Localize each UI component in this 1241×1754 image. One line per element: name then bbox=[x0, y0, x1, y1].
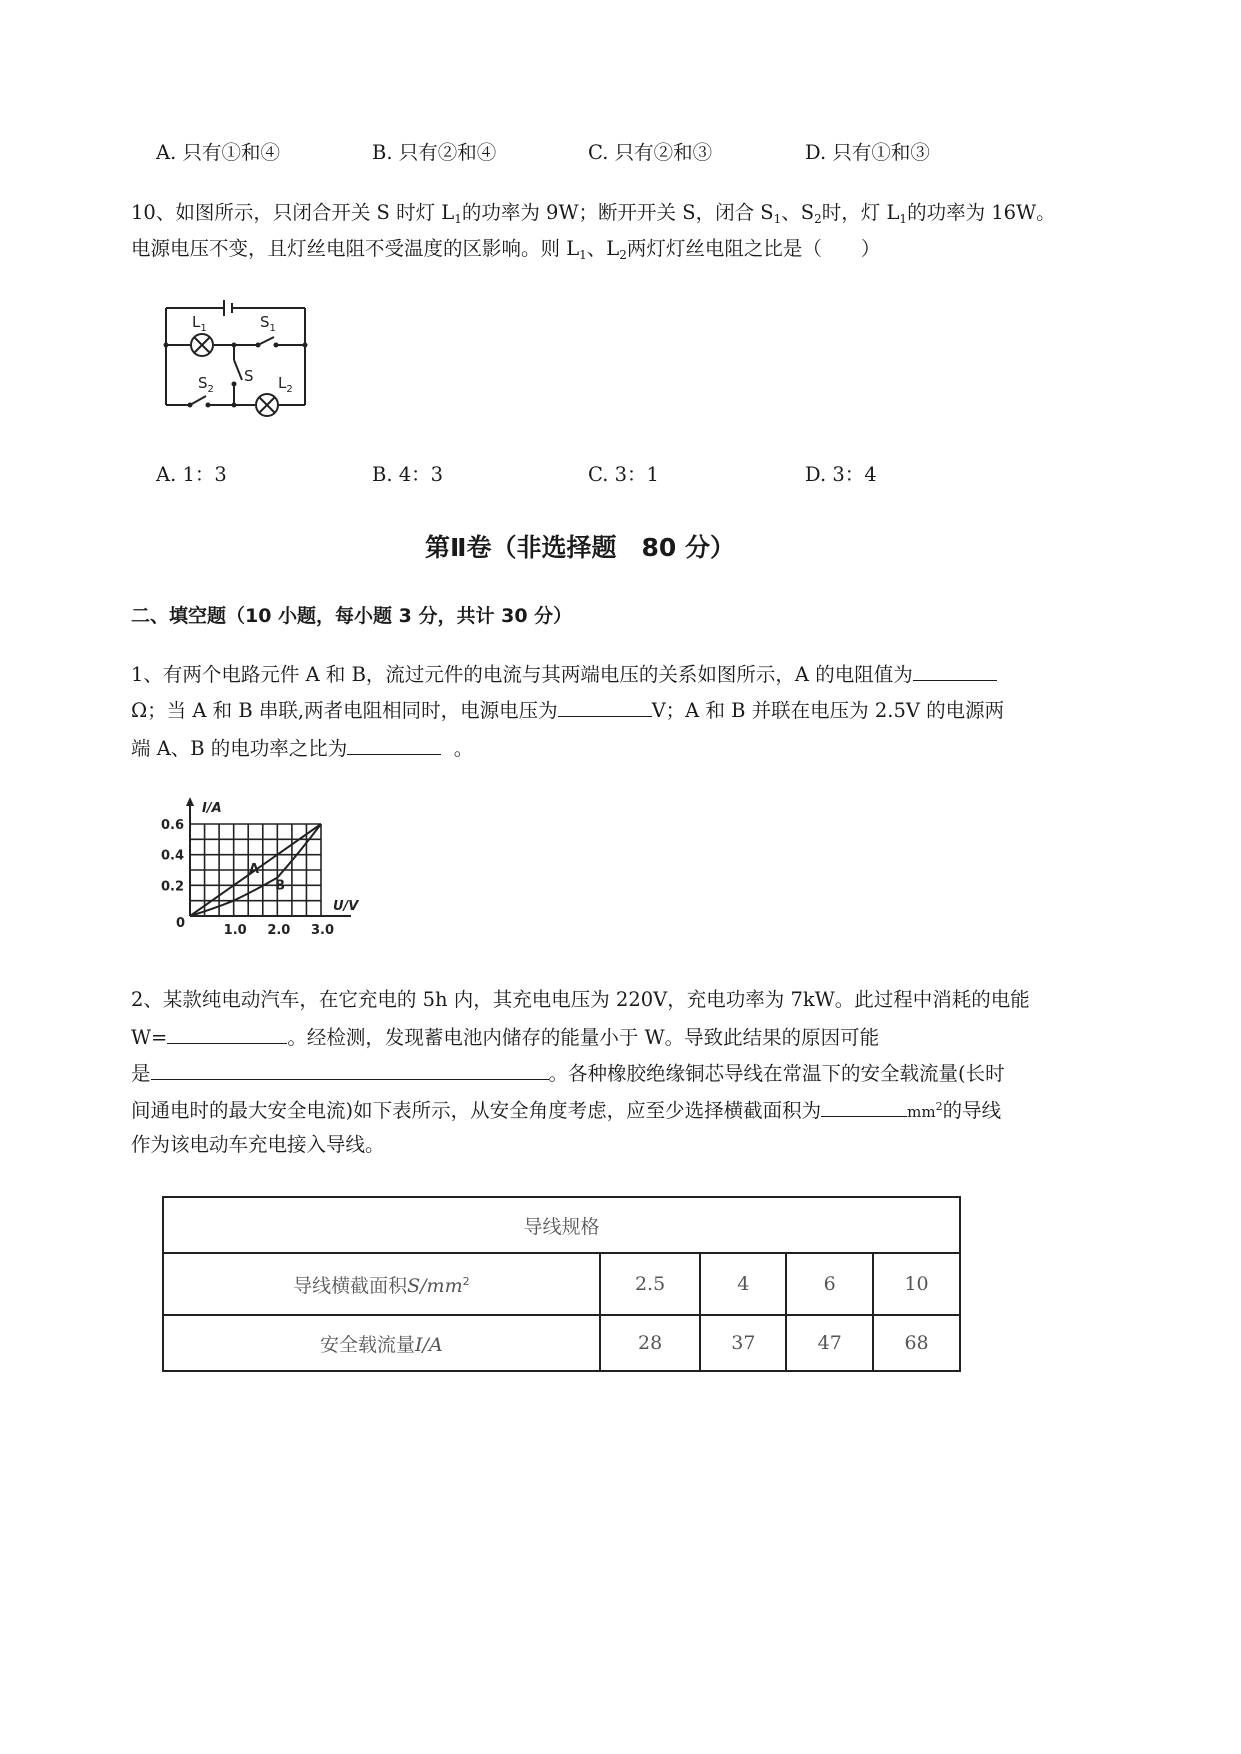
table-cell: 10 bbox=[873, 1253, 960, 1315]
q9-option-b: B. 只有②和④ bbox=[372, 141, 497, 164]
table-cell: 4 bbox=[700, 1253, 786, 1315]
answer-blank[interactable] bbox=[151, 1059, 549, 1080]
fill2-line-1: 2、某款纯电动汽车，在它充电的 5h 内，其充电电压为 220V，充电功率为 7kW。此过程中消耗的电能 bbox=[131, 988, 1030, 1011]
y-axis-arrow bbox=[186, 797, 194, 806]
x-tick-label: 3.0 bbox=[311, 923, 335, 938]
row-label-current: 安全载流量I/A bbox=[163, 1315, 600, 1371]
fill2-line-2: W= 。经检测，发现蓄电池内储存的能量小于 W。导致此结果的原因可能 bbox=[131, 1023, 879, 1051]
label-s2: $S_2$ bbox=[198, 374, 214, 395]
answer-blank[interactable] bbox=[821, 1096, 907, 1117]
fill1-line-2: Ω；当 A 和 B 串联,两者电阻相同时，电源电压为 V；A 和 B 并联在电压为 2.5V 的电源两 bbox=[131, 696, 1004, 724]
row-label-area: 导线横截面积$S/mm^2$ bbox=[163, 1253, 600, 1315]
y-axis-label: I/A bbox=[202, 801, 222, 816]
q10-option-a: A. 1：3 bbox=[156, 463, 227, 486]
q10-circuit-diagram bbox=[150, 288, 320, 423]
q10-line-1: 10、如图所示，只闭合开关 S 时灯 $L_1$的功率为 9W；断开开关 S，闭合 $S_1$、$S_2$时，灯 $L_1$的功率为 16W。 bbox=[131, 201, 1056, 226]
section-title: 第Ⅱ卷（非选择题 80 分） bbox=[425, 533, 735, 562]
series-label-a: A bbox=[248, 862, 260, 878]
x-tick-label: 2.0 bbox=[267, 923, 291, 938]
answer-blank[interactable] bbox=[558, 696, 652, 717]
q10-line-2: 电源电压不变，且灯丝电阻不受温度的区影响。则 $L_1$、$L_2$两灯灯丝电阻之比是（ ） bbox=[131, 237, 881, 262]
answer-blank[interactable] bbox=[167, 1023, 287, 1044]
table-title: 导线规格 bbox=[163, 1197, 960, 1253]
table-row bbox=[163, 1253, 960, 1315]
fill2-line-3: 是 。各种橡胶绝缘铜芯导线在常温下的安全载流量(长时 bbox=[131, 1059, 1005, 1087]
fill1-line-3: 端 A、B 的电功率之比为 。 bbox=[131, 734, 473, 762]
table-cell: 28 bbox=[600, 1315, 701, 1371]
label-s1: $S_1$ bbox=[260, 313, 276, 334]
fill1-line-1: 1、有两个电路元件 A 和 B，流过元件的电流与其两端电压的关系如图所示，A 的电阻值为 bbox=[131, 660, 997, 688]
q10-option-c: C. 3：1 bbox=[588, 463, 659, 486]
series-label-b: B bbox=[275, 878, 286, 894]
q9-option-d: D. 只有①和③ bbox=[805, 141, 930, 164]
fill2-line-4: 间通电时的最大安全电流)如下表所示，从安全角度考虑，应至少选择横截面积为 $mm^2$的导线 bbox=[131, 1096, 1001, 1125]
table-cell: 68 bbox=[873, 1315, 960, 1371]
q10-option-d: D. 3：4 bbox=[805, 463, 877, 486]
y-tick-label: 0.6 bbox=[161, 818, 185, 833]
iu-graph bbox=[150, 792, 370, 942]
y-tick-label: 0.2 bbox=[161, 879, 185, 895]
answer-blank[interactable] bbox=[347, 734, 441, 755]
table-cell: 37 bbox=[700, 1315, 786, 1371]
table-cell: 47 bbox=[786, 1315, 873, 1371]
label-s: S bbox=[244, 367, 254, 385]
section-heading: 二、填空题（10 小题，每小题 3 分，共计 30 分） bbox=[131, 605, 573, 627]
wire-spec-table bbox=[162, 1196, 961, 1372]
x-tick-label: 1.0 bbox=[223, 923, 247, 938]
q9-option-a: A. 只有①和④ bbox=[156, 141, 280, 164]
table-row bbox=[163, 1315, 960, 1371]
label-l2: $L_2$ bbox=[278, 374, 293, 395]
answer-blank[interactable] bbox=[913, 660, 997, 681]
origin-label: 0 bbox=[176, 916, 186, 931]
label-l1: $L_1$ bbox=[192, 313, 207, 334]
fill2-line-5: 作为该电动车充电接入导线。 bbox=[131, 1133, 385, 1156]
table-cell: 6 bbox=[786, 1253, 873, 1315]
q9-option-c: C. 只有②和③ bbox=[588, 141, 713, 164]
y-tick-label: 0.4 bbox=[161, 848, 185, 864]
table-cell: 2.5 bbox=[600, 1253, 701, 1315]
q10-option-b: B. 4：3 bbox=[372, 463, 444, 486]
x-axis-label: U/V bbox=[333, 899, 359, 914]
